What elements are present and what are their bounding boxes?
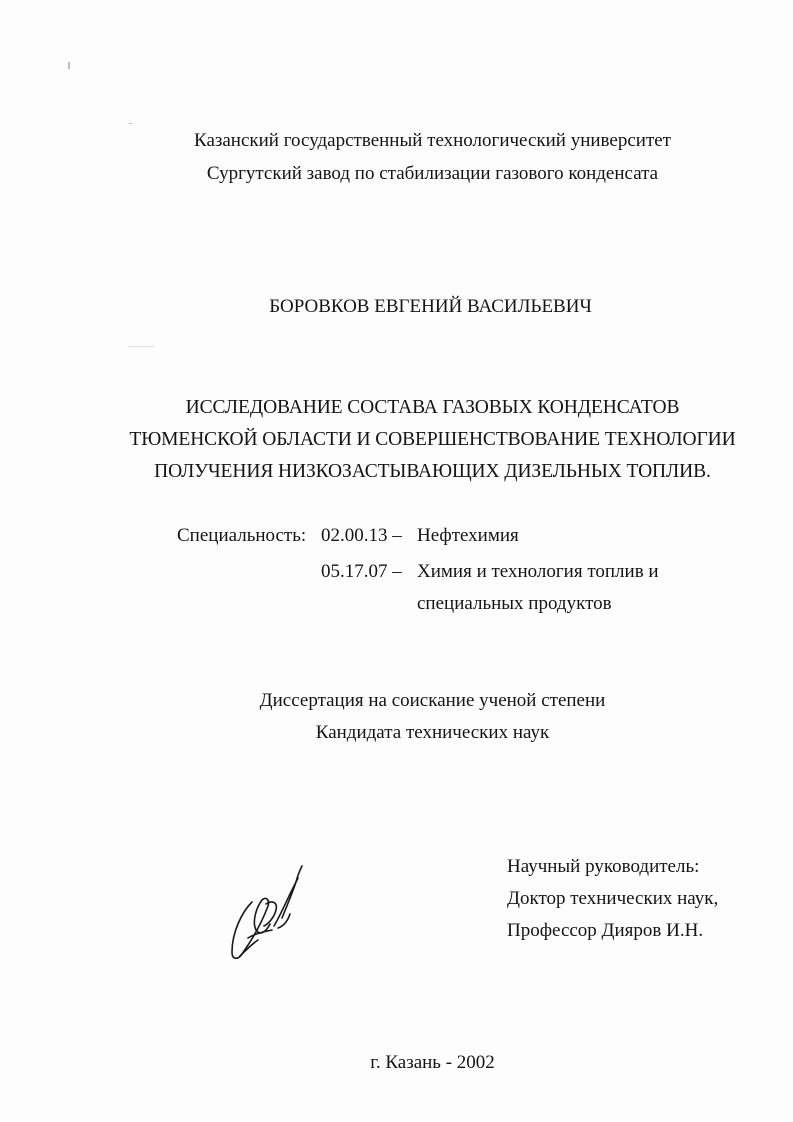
- specialty-code: 02.00.13 –: [321, 525, 402, 546]
- plant-name: Сургутский завод по стабилизации газового конденсата: [206, 163, 659, 184]
- supervisor-degree: Доктор технических наук,: [507, 888, 719, 909]
- supervisor-label: Научный руководитель:: [507, 856, 700, 877]
- supervisor-name: Профессор Дияров И.Н.: [507, 920, 704, 941]
- degree-line-1: Диссертация на соискание ученой степени: [259, 690, 606, 711]
- specialty-name: Нефтехимия: [417, 525, 519, 546]
- place-and-year: г. Казань - 2002: [370, 1052, 495, 1073]
- scan-speck: [129, 123, 132, 124]
- specialty-name-continuation: специальных продуктов: [417, 593, 612, 614]
- scan-speck: [68, 62, 70, 69]
- dissertation-title-line-1: ИССЛЕДОВАНИЕ СОСТАВА ГАЗОВЫХ КОНДЕНСАТОВ: [185, 397, 680, 418]
- signature-image: [222, 860, 306, 964]
- specialty-name: Химия и технология топлив и: [417, 561, 659, 582]
- university-name: Казанский государственный технологический университет: [194, 130, 671, 151]
- scan-speck: [128, 346, 154, 347]
- degree-line-2: Кандидата технических наук: [315, 722, 550, 743]
- specialty-code: 05.17.07 –: [321, 561, 402, 582]
- specialty-label: Специальность:: [177, 525, 307, 546]
- dissertation-title-line-2: ТЮМЕНСКОЙ ОБЛАСТИ И СОВЕРШЕНСТВОВАНИЕ ТЕХНОЛОГИИ: [129, 429, 736, 450]
- dissertation-title-line-3: ПОЛУЧЕНИЯ НИЗКОЗАСТЫВАЮЩИХ ДИЗЕЛЬНЫХ ТОПЛИВ.: [154, 461, 711, 482]
- author-name: БОРОВКОВ ЕВГЕНИЙ ВАСИЛЬЕВИЧ: [269, 296, 592, 317]
